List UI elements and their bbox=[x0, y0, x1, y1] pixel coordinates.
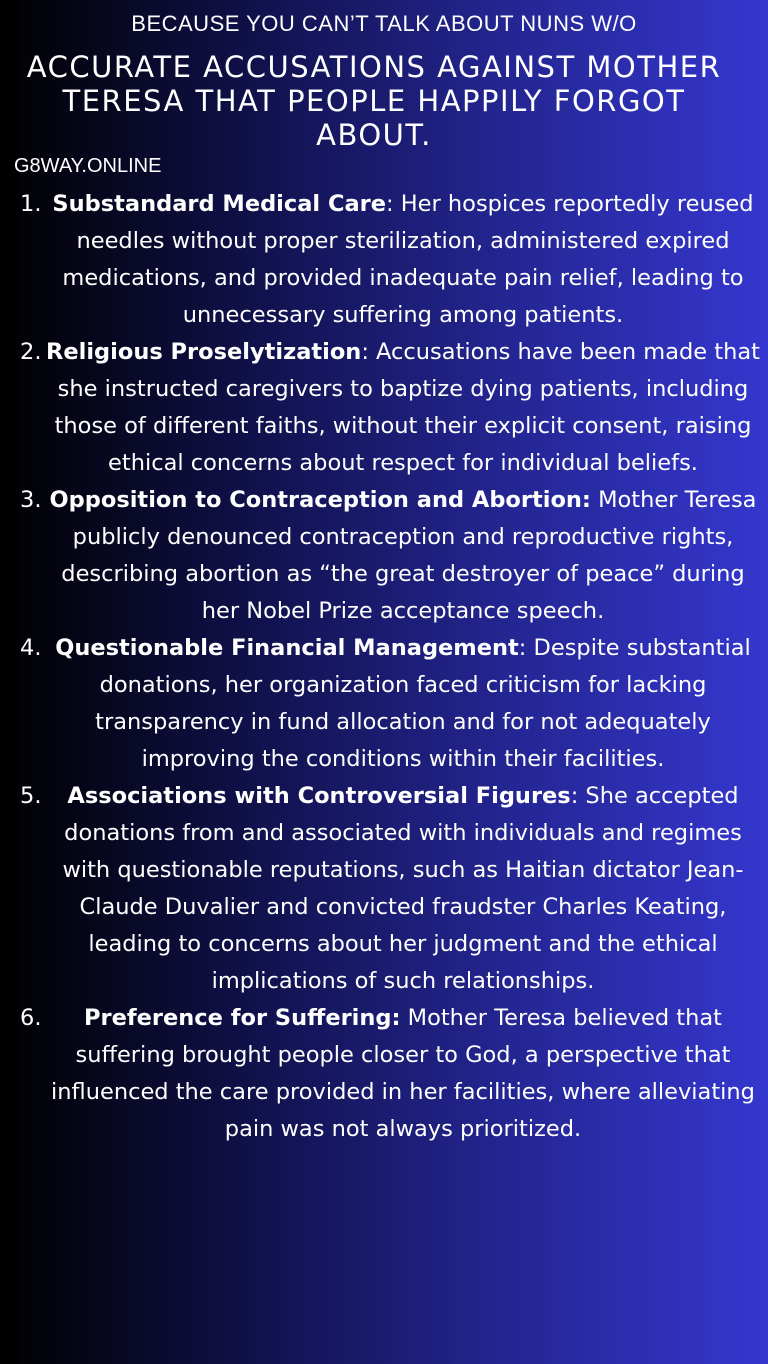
item-text: Mother Teresa publicly denounced contraception and reproductive rights, describing abortion as “the great destroyer of peace” during her Nobel Prize acceptance speech. bbox=[61, 487, 757, 624]
item-heading: Associations with Controversial Figures bbox=[67, 783, 571, 809]
item-number: 3. bbox=[20, 487, 42, 513]
item-heading: Opposition to Contraception and Abortion: bbox=[49, 487, 591, 513]
site-watermark: G8WAY.ONLINE bbox=[14, 155, 162, 177]
item-text: : Despite substantial donations, her organization faced criticism for lacking transparency in fund allocation and for not adequately improving the conditions within their facilities. bbox=[95, 635, 751, 772]
item-number: 6. bbox=[20, 1005, 42, 1031]
item-number: 5. bbox=[20, 783, 42, 809]
item-number: 2. bbox=[20, 339, 42, 365]
item-number: 1. bbox=[20, 191, 42, 217]
item-heading: Religious Proselytization bbox=[46, 339, 362, 365]
item-heading: Questionable Financial Management bbox=[55, 635, 519, 661]
accusation-list bbox=[0, 186, 768, 1148]
list-item bbox=[0, 1000, 768, 1148]
item-heading: Preference for Suffering: bbox=[84, 1005, 401, 1031]
item-heading: Substandard Medical Care bbox=[52, 191, 387, 217]
item-text: : She accepted donations from and associated with individuals and regimes with questionable reputations, such as Haitian dictator Jean-Claude Duvalier and convicted fraudster Charles Keating, leading to concerns about her judgment and the ethical implications of such relationships. bbox=[62, 783, 744, 994]
item-text: : Her hospices reportedly reused needles without proper sterilization, administered expired medications, and provided inadequate pain relief, leading to unnecessary suffering among patients. bbox=[62, 191, 754, 328]
page-title: ACCURATE ACCUSATIONS AGAINST MOTHER TERESA THAT PEOPLE HAPPILY FORGOT ABOUT. bbox=[26, 50, 722, 152]
list-item bbox=[0, 630, 768, 778]
item-number: 4. bbox=[20, 635, 42, 661]
item-text: Mother Teresa believed that suffering brought people closer to God, a perspective that influenced the care provided in her facilities, where alleviating pain was not always prioritized. bbox=[51, 1005, 755, 1142]
item-text: : Accusations have been made that she instructed caregivers to baptize dying patients, including those of different faiths, without their explicit consent, raising ethical concerns about respect for individual beliefs. bbox=[54, 339, 760, 476]
list-item bbox=[0, 186, 768, 334]
list-item bbox=[0, 778, 768, 1000]
list-item bbox=[0, 334, 768, 482]
kicker-text: BECAUSE YOU CAN’T TALK ABOUT NUNS W/O bbox=[131, 11, 637, 36]
list-item bbox=[0, 482, 768, 630]
